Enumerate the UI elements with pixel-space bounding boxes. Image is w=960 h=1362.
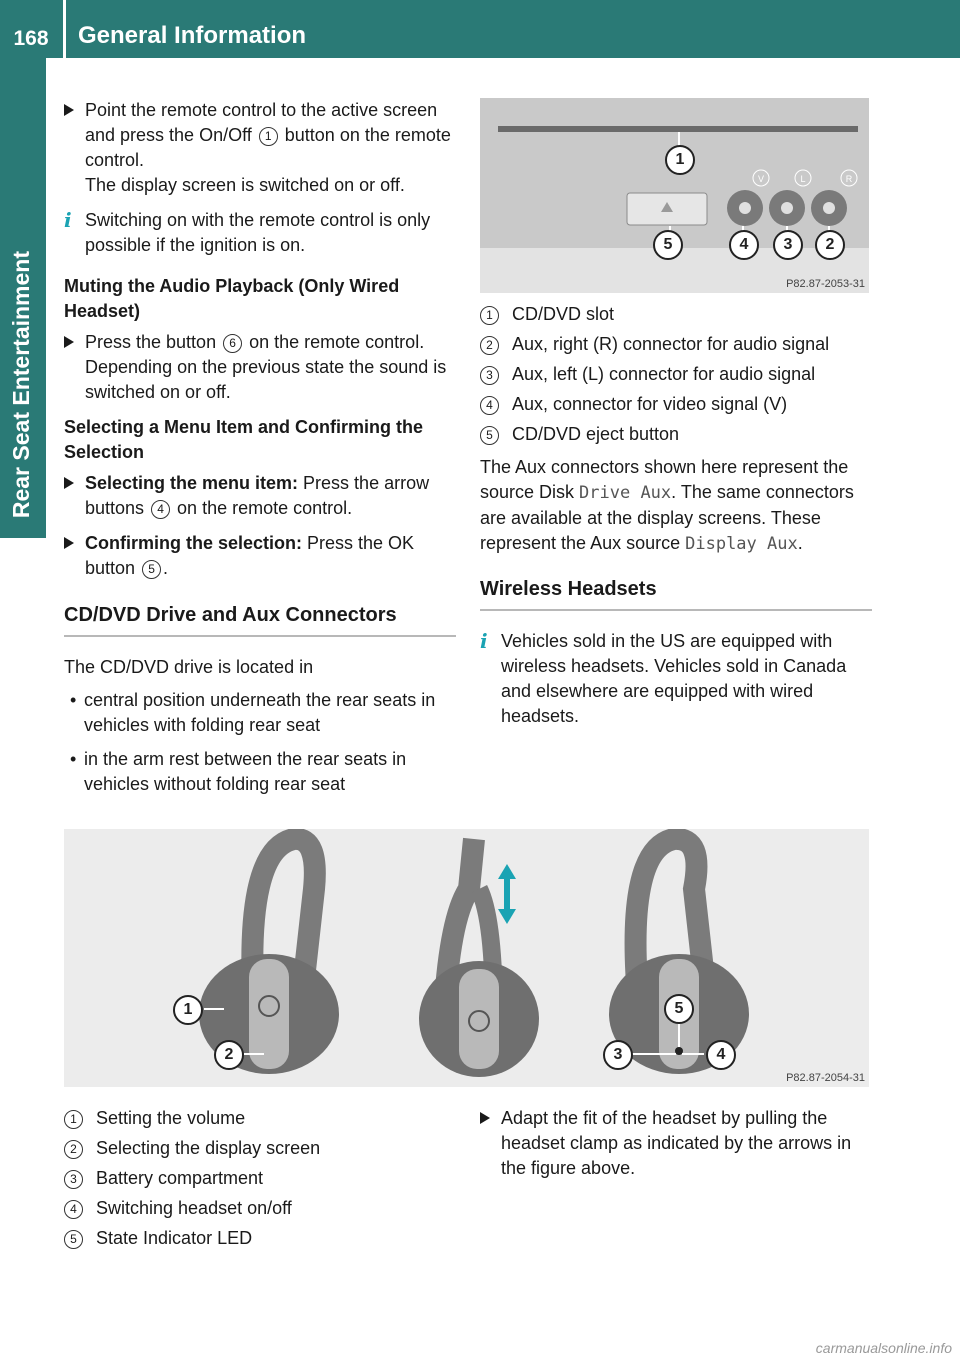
callout-1: 1 xyxy=(665,145,695,175)
legend-item: 5 State Indicator LED xyxy=(64,1226,456,1251)
callout-5: 5 xyxy=(664,994,694,1024)
step-result: The display screen is switched on or off. xyxy=(85,175,405,195)
step-arrow-icon xyxy=(480,1112,490,1124)
legend-item: 4 Aux, connector for video signal (V) xyxy=(480,392,872,417)
callout-3: 3 xyxy=(773,230,803,260)
figure-code: P82.87-2053-31 xyxy=(786,278,865,290)
header-divider xyxy=(63,0,66,58)
page-title: General Information xyxy=(78,22,307,49)
cd-dvd-drive-figure xyxy=(480,98,869,293)
subheading-menu: Selecting a Menu Item and Confirming the Selection xyxy=(64,417,424,462)
drive-legend xyxy=(480,302,872,447)
headset-fit-column xyxy=(480,1106,872,1191)
step-confirm: Confirming the selection: Press the OK button 5 . xyxy=(64,531,456,581)
figure-code: P82.87-2054-31 xyxy=(786,1072,865,1084)
step-select-menu: Selecting the menu item: Press the arrow buttons 4 on the remote control. xyxy=(64,471,456,521)
cd-dvd-drive-illustration xyxy=(480,98,869,293)
legend-item: 1 CD/DVD slot xyxy=(480,302,872,327)
legend-item: 3 Battery compartment xyxy=(64,1166,456,1191)
step-mute: Press the button 6 on the remote control. Depending on the previous state the sound is switched on or off. xyxy=(64,330,456,405)
headset-illustration xyxy=(64,829,869,1087)
step-adapt-fit: Adapt the fit of the headset by pulling the headset clamp as indicated by the arrows in the figure above. xyxy=(480,1106,872,1181)
jack-label: L xyxy=(800,174,806,184)
bullet-item: • in the arm rest between the rear seats in vehicles without folding rear seat xyxy=(70,749,407,794)
callout-1: 1 xyxy=(173,995,203,1025)
step-power: Point the remote control to the active screen and press the On/Off 1 button on the remote control. The display screen is switched on or off. xyxy=(64,98,456,198)
callout-3: 3 xyxy=(603,1040,633,1070)
callout-number: 1 xyxy=(259,127,278,146)
legend-item: 2 Selecting the display screen xyxy=(64,1136,456,1161)
step-arrow-icon xyxy=(64,336,74,348)
legend-item: 1 Setting the volume xyxy=(64,1106,456,1131)
jack-label: V xyxy=(757,174,765,184)
legend-item: 2 Aux, right (R) connector for audio signal xyxy=(480,332,872,357)
chapter-tab-label: Rear Seat Entertainment xyxy=(8,250,34,518)
info-note: i Switching on with the remote control is only possible if the ignition is on. xyxy=(64,208,431,255)
legend-item: 5 CD/DVD eject button xyxy=(480,422,872,447)
legend-item: 3 Aux, left (L) connector for audio signal xyxy=(480,362,872,387)
page-number: 168 xyxy=(13,27,49,50)
callout-number: 5 xyxy=(142,560,161,579)
aux-description: The Aux connectors shown here represent the source Disk Drive Aux. The same connectors are available at the display screens. These represent the Aux source Display Aux. xyxy=(480,457,854,554)
step-arrow-icon xyxy=(64,537,74,549)
watermark: carmanualsonline.info xyxy=(815,1340,952,1356)
headset-legend xyxy=(64,1106,456,1251)
drive-intro: The CD/DVD drive is located in xyxy=(64,657,314,677)
info-icon: i xyxy=(64,208,72,232)
left-column xyxy=(64,98,456,806)
right-column xyxy=(480,302,872,745)
subheading-muting: Muting the Audio Playback (Only Wired Headset) xyxy=(64,276,400,321)
section-heading-cd-dvd: CD/DVD Drive and Aux Connectors xyxy=(64,603,456,637)
info-note: i Vehicles sold in the US are equipped with wireless headsets. Vehicles sold in Canada and elsewhere are equipped with wired headsets. xyxy=(480,629,847,726)
callout-number: 4 xyxy=(151,500,170,519)
page-header xyxy=(0,0,960,58)
legend-item: 4 Switching headset on/off xyxy=(64,1196,456,1221)
step-result: Depending on the previous state the sound is switched on or off. xyxy=(85,357,447,402)
headset-legend-column xyxy=(64,1106,456,1256)
callout-2: 2 xyxy=(815,230,845,260)
callout-2: 2 xyxy=(214,1040,244,1070)
callout-4: 4 xyxy=(729,230,759,260)
chapter-tab xyxy=(0,58,46,538)
section-heading-wireless: Wireless Headsets xyxy=(480,577,872,611)
headset-figure xyxy=(64,829,869,1087)
bullet-item: • central position underneath the rear seats in vehicles with folding rear seat xyxy=(70,690,436,735)
step-arrow-icon xyxy=(64,104,74,116)
callout-4: 4 xyxy=(706,1040,736,1070)
step-arrow-icon xyxy=(64,477,74,489)
callout-number: 6 xyxy=(223,334,242,353)
jack-label: R xyxy=(845,174,853,184)
info-icon: i xyxy=(480,629,488,653)
callout-5: 5 xyxy=(653,230,683,260)
